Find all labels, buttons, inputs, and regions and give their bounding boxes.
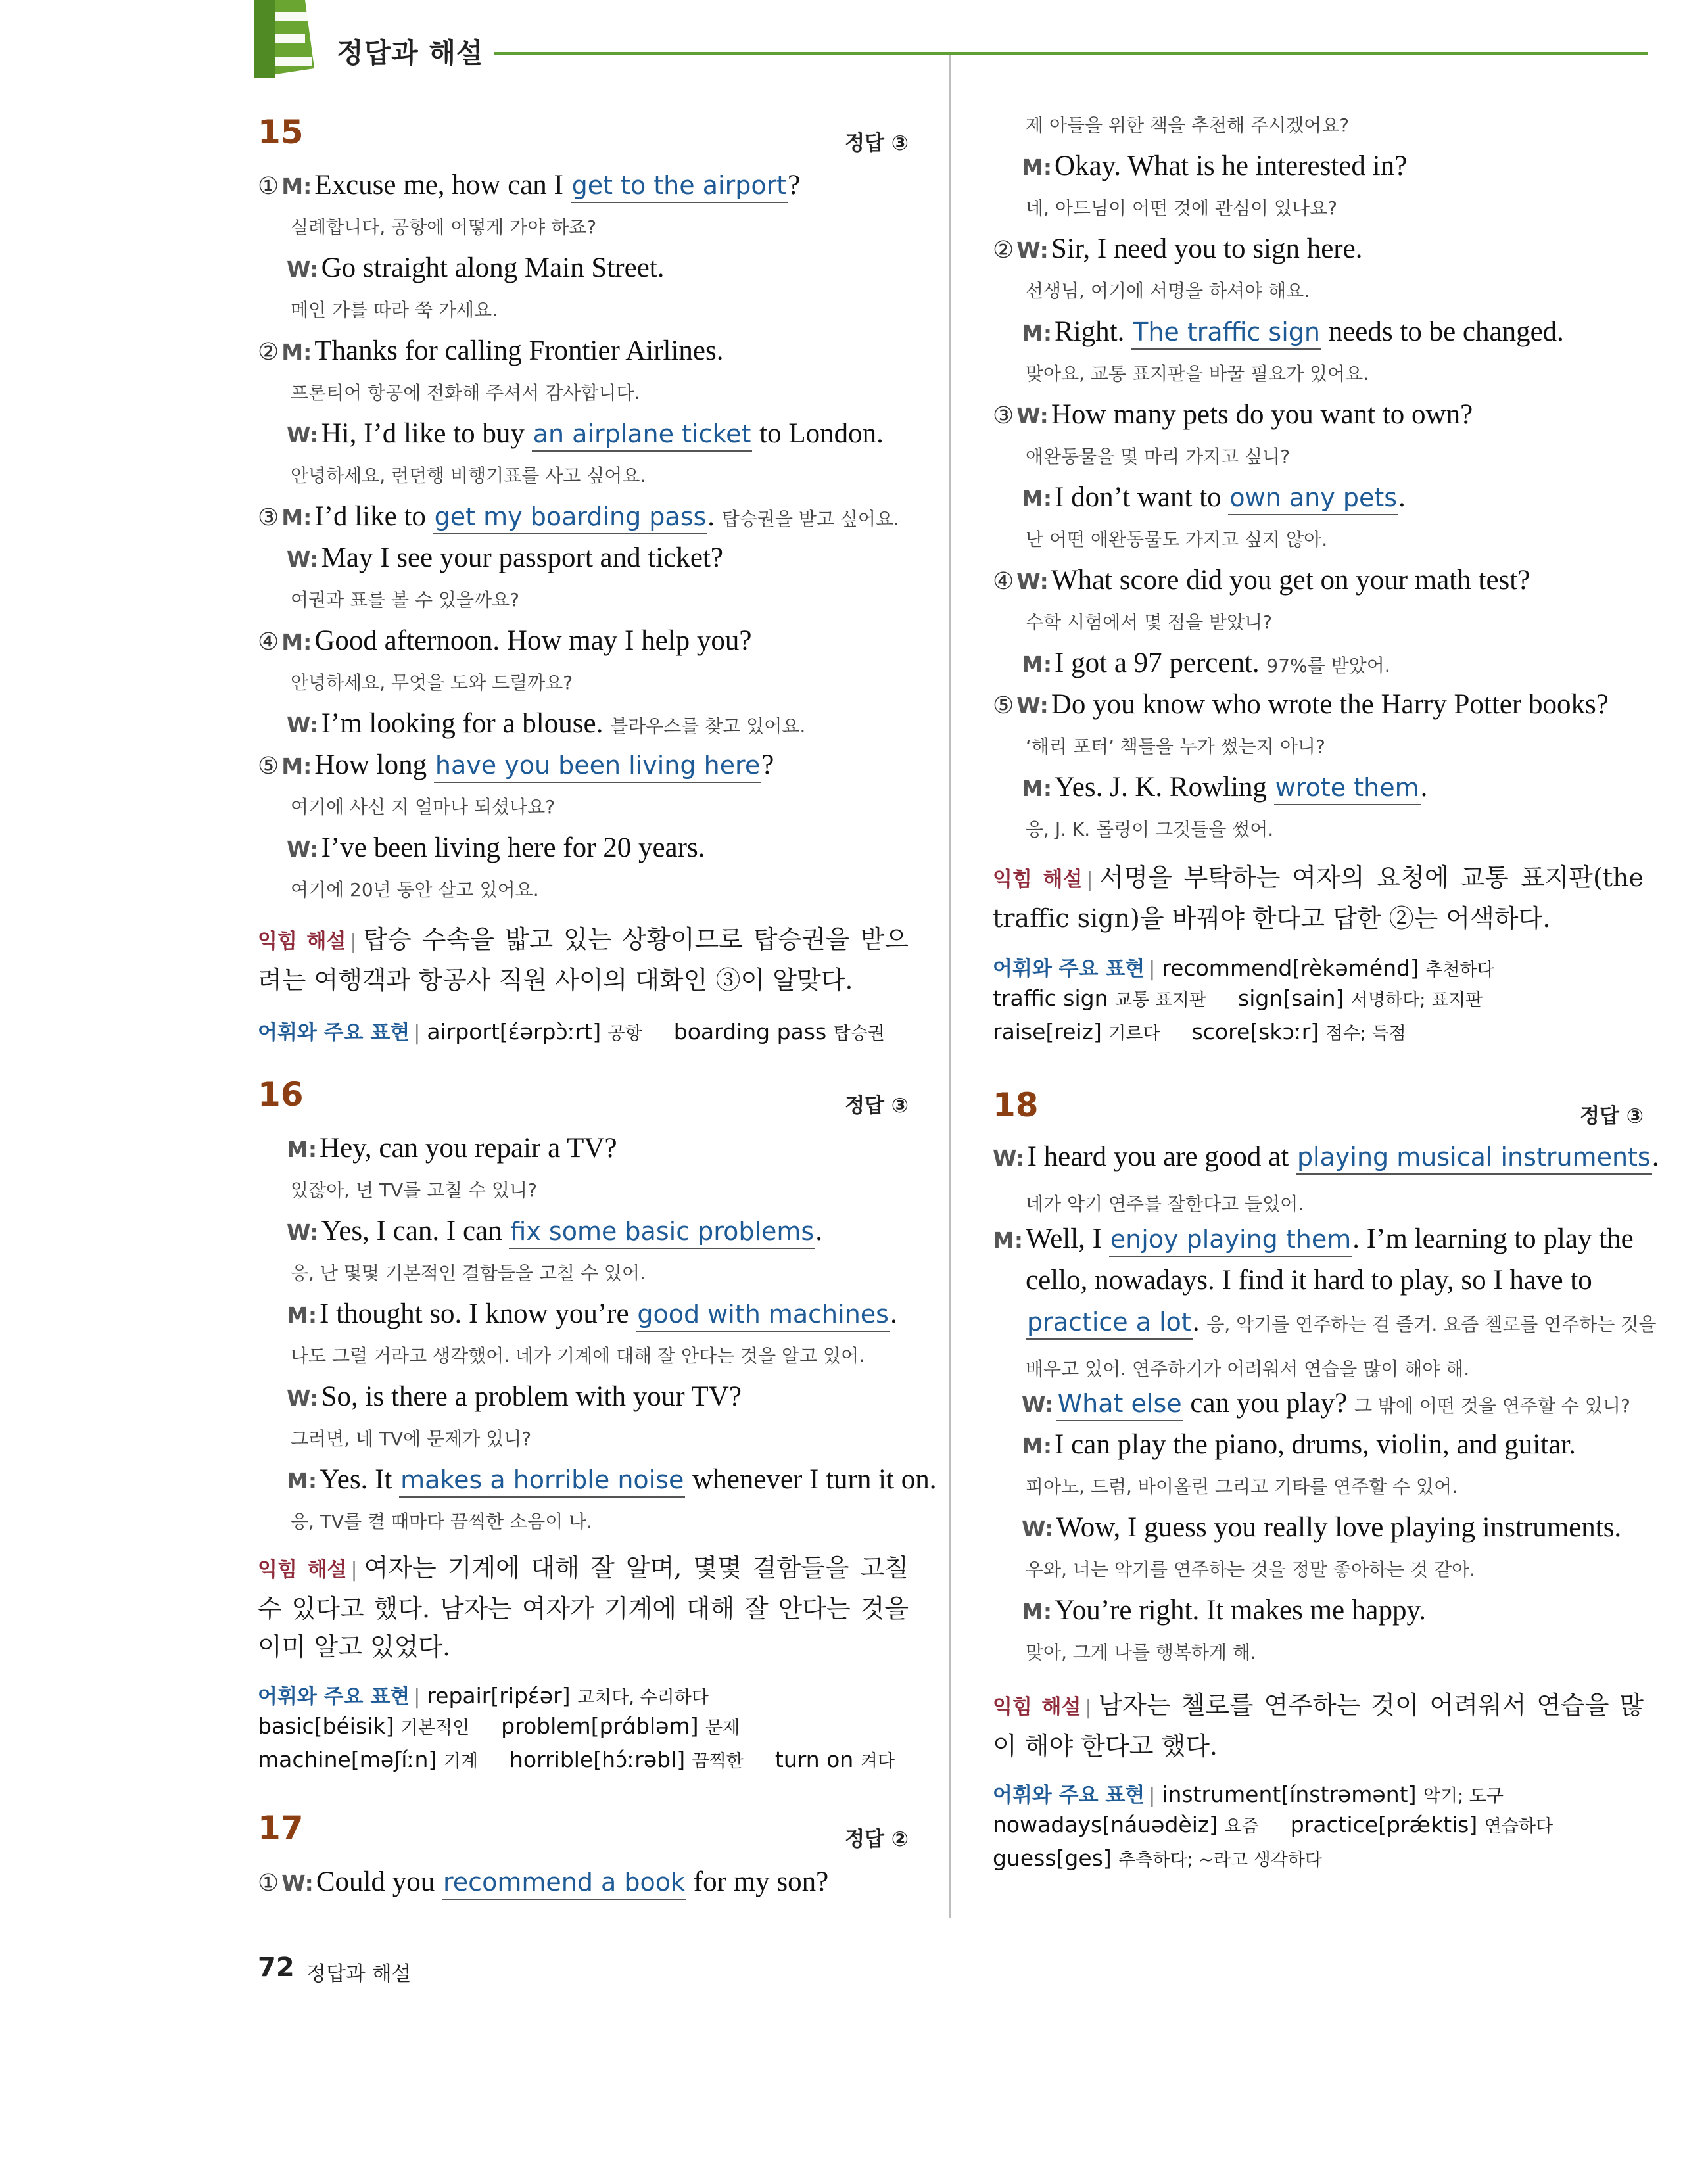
vocab-word: practice[prǽktis] bbox=[1290, 1812, 1478, 1837]
dialogue-text: . bbox=[890, 1298, 897, 1329]
korean-translation: 수학 시험에서 몇 점을 받았니? bbox=[1026, 611, 1273, 633]
dialogue-line bbox=[258, 169, 800, 201]
speaker-label: M: bbox=[281, 753, 312, 779]
dialogue-line bbox=[1022, 150, 1407, 182]
explanation-label: 익힘 해설 bbox=[993, 868, 1083, 891]
speaker-label: W: bbox=[1022, 1392, 1054, 1417]
dialogue-text: Hey, can you repair a TV? bbox=[320, 1133, 617, 1164]
header-title: 정답과 해설 bbox=[337, 37, 484, 69]
korean-translation: 배우고 있어. 연주하기가 어려워서 연습을 많이 해야 해. bbox=[1026, 1358, 1470, 1380]
vocab-meaning: 켜다 bbox=[860, 1751, 895, 1772]
vocab-word: traffic sign bbox=[993, 985, 1108, 1011]
dialogue-line bbox=[258, 335, 724, 367]
dialogue-line bbox=[1022, 481, 1406, 513]
dialogue-text: to London. bbox=[752, 418, 884, 449]
speaker-label: M: bbox=[287, 1302, 318, 1328]
question-number: 17 bbox=[258, 1809, 304, 1847]
dialogue-line bbox=[287, 1381, 742, 1413]
speaker-label: M: bbox=[281, 339, 312, 365]
vocab-line bbox=[993, 1019, 1406, 1045]
korean-translation-line bbox=[291, 586, 519, 612]
dialogue-text: I’d like to bbox=[314, 501, 433, 532]
dialogue-text: Good afternoon. How may I help you? bbox=[314, 625, 752, 656]
vocab-word: machine[məʃíːn] bbox=[258, 1747, 437, 1772]
korean-translation: 97%를 받았어. bbox=[1266, 655, 1390, 676]
vocab-word: airport[ɛ́ərpɔ̀ːrt] bbox=[427, 1019, 602, 1045]
dialogue-line bbox=[287, 707, 805, 740]
korean-translation-line bbox=[291, 296, 498, 322]
q17-explanation: 익힘 해설 | 서명을 부탁하는 여자의 요청에 교통 표지판(the traffic sign)을 바꿔야 한다고 답한 ②는 어색하다. bbox=[993, 863, 1644, 933]
dialogue-text: cello, nowadays. I find it hard to play, so I have to bbox=[1026, 1265, 1592, 1296]
dialogue-line bbox=[258, 500, 899, 532]
dialogue-text: What score did you get on your math test? bbox=[1051, 565, 1530, 596]
korean-translation: 선생님, 여기에 서명을 하셔야 해요. bbox=[1026, 280, 1310, 302]
korean-translation-line bbox=[1026, 1473, 1458, 1499]
vocab-word: recommend[rèkəménd] bbox=[1162, 955, 1419, 981]
korean-translation: 안녕하세요, 무엇을 도와 드릴까요? bbox=[291, 672, 573, 694]
korean-translation: 애완동물을 몇 마리 가지고 싶니? bbox=[1026, 446, 1291, 467]
dialogue-line bbox=[1026, 1306, 1656, 1338]
dialogue-text: I’ve been living here for 20 years. bbox=[321, 832, 705, 863]
vocab-meaning: 기르다 bbox=[1108, 1024, 1160, 1044]
dialogue-line bbox=[993, 564, 1530, 596]
vocab-line bbox=[258, 1680, 709, 1709]
answer-blank: enjoy playing them bbox=[1109, 1225, 1353, 1257]
speaker-label: W: bbox=[287, 256, 319, 282]
dialogue-text: . bbox=[1651, 1141, 1659, 1172]
vocab-meaning: 교통 표지판 bbox=[1115, 990, 1206, 1010]
dialogue-line bbox=[287, 1215, 822, 1247]
dialogue-text: ? bbox=[761, 749, 774, 780]
korean-translation: 피아노, 드럼, 바이올린 그리고 기타를 연주할 수 있어. bbox=[1026, 1476, 1458, 1498]
answer-blank: The traffic sign bbox=[1131, 318, 1321, 350]
dialogue-text: . bbox=[1420, 772, 1428, 803]
vocab-meaning: 추천하다 bbox=[1425, 960, 1494, 980]
answer-blank: recommend a book bbox=[442, 1868, 686, 1900]
answer-blank: own any pets bbox=[1228, 483, 1398, 515]
korean-translation: 응, TV를 켤 때마다 끔찍한 소음이 나. bbox=[291, 1511, 593, 1532]
dialogue-text: Do you know who wrote the Harry Potter books? bbox=[1051, 689, 1609, 720]
vocab-meaning: 문제 bbox=[705, 1718, 740, 1738]
speaker-label: M: bbox=[287, 1137, 318, 1162]
vocab-line bbox=[993, 1812, 1553, 1837]
separator: | bbox=[1149, 958, 1156, 981]
vocab-word: basic[béisik] bbox=[258, 1713, 394, 1739]
korean-translation: 네, 아드님이 어떤 것에 관심이 있나요? bbox=[1026, 197, 1337, 219]
speaker-label: M: bbox=[993, 1227, 1024, 1253]
q16-explanation: 익힘 해설 | 여자는 기계에 대해 잘 알며, 몇몇 결함들을 고칠 수 있다고 했다. 남자는 여자가 기계에 대해 잘 안다는 것을 이미 알고 있었다. bbox=[258, 1553, 909, 1661]
dialogue-line bbox=[993, 233, 1362, 265]
dialogue-text: Okay. What is he interested in? bbox=[1055, 151, 1408, 181]
speaker-label: M: bbox=[1022, 486, 1053, 511]
vocab-line bbox=[258, 1747, 895, 1772]
dialogue-text: I don’t want to bbox=[1055, 482, 1229, 513]
dialogue-line bbox=[993, 398, 1473, 431]
dialogue-line bbox=[287, 542, 723, 574]
korean-translation: 안녕하세요, 런던행 비행기표를 사고 싶어요. bbox=[291, 465, 646, 486]
answer-blank: get to the airport bbox=[571, 171, 788, 203]
vocab-meaning: 기본적인 bbox=[400, 1718, 470, 1738]
speaker-label: M: bbox=[281, 629, 312, 655]
dialogue-text: for my son? bbox=[686, 1866, 829, 1897]
vocab-meaning: 공항 bbox=[607, 1024, 642, 1044]
speaker-label: W: bbox=[287, 712, 319, 738]
korean-translation-line bbox=[291, 669, 573, 695]
dialogue-text: Well, I bbox=[1026, 1223, 1109, 1254]
korean-translation: 있잖아, 넌 TV를 고칠 수 있니? bbox=[291, 1179, 538, 1201]
dialogue-text: You’re right. It makes me happy. bbox=[1055, 1595, 1426, 1626]
answer-badge: 정답 ③ bbox=[845, 1094, 909, 1118]
dialogue-line bbox=[287, 1298, 897, 1330]
speaker-label: W: bbox=[1016, 693, 1049, 719]
speaker-label: W: bbox=[287, 546, 319, 572]
korean-translation: 응, 악기를 연주하는 걸 즐겨. 요즘 첼로를 연주하는 것을 bbox=[1206, 1313, 1657, 1335]
dialogue-line bbox=[258, 625, 751, 657]
answer-badge: 정답 ② bbox=[845, 1828, 909, 1851]
dialogue-text: Hi, I’d like to buy bbox=[321, 418, 532, 449]
dialogue-text: . bbox=[707, 501, 722, 532]
dialogue-text: I’m looking for a blouse. bbox=[321, 708, 611, 739]
dialogue-text: I got a 97 percent. bbox=[1055, 648, 1267, 678]
answer-blank: an airplane ticket bbox=[532, 419, 753, 452]
korean-translation-line bbox=[1026, 111, 1349, 137]
page-number: 72 bbox=[258, 1952, 295, 1983]
vocab-meaning: 추측하다; ~라고 생각하다 bbox=[1118, 1850, 1322, 1870]
dialogue-text: How long bbox=[314, 749, 434, 780]
answer-blank: practice a lot bbox=[1026, 1308, 1193, 1340]
speaker-label: W: bbox=[287, 1385, 319, 1411]
dialogue-line bbox=[258, 1866, 828, 1898]
korean-translation-line bbox=[291, 1507, 592, 1534]
dialogue-text: Excuse me, how can I bbox=[314, 170, 571, 201]
dialogue-line bbox=[1022, 1387, 1630, 1419]
vocab-meaning: 악기; 도구 bbox=[1423, 1786, 1504, 1807]
dialogue-text: Yes. J. K. Rowling bbox=[1055, 772, 1274, 803]
vocab-word: sign[sain] bbox=[1238, 985, 1344, 1011]
vocab-line bbox=[993, 1778, 1504, 1808]
korean-translation-line bbox=[1026, 1638, 1256, 1665]
explanation-label: 익힘 해설 bbox=[258, 1558, 347, 1582]
korean-translation-line bbox=[1026, 194, 1337, 220]
speaker-label: W: bbox=[287, 422, 319, 448]
vocab-line bbox=[258, 1713, 740, 1739]
dialogue-text: can you play? bbox=[1183, 1388, 1354, 1419]
korean-translation: 실례합니다, 공항에 어떻게 가야 하죠? bbox=[291, 216, 597, 238]
vocab-line bbox=[993, 952, 1494, 981]
dialogue-text: Right. bbox=[1055, 316, 1132, 347]
vocab-word: horrible[hɔ́ːrəbl] bbox=[509, 1747, 686, 1772]
speaker-label: W: bbox=[993, 1145, 1025, 1171]
question-number: 15 bbox=[258, 113, 304, 151]
dialogue-text: whenever I turn it on. bbox=[685, 1464, 937, 1495]
korean-translation-line bbox=[1026, 360, 1369, 386]
answer-badge: 정답 ③ bbox=[1580, 1104, 1644, 1128]
question-number: 18 bbox=[993, 1086, 1039, 1124]
circled-number: ① bbox=[258, 1870, 279, 1897]
answer-blank: get my boarding pass bbox=[433, 502, 708, 534]
speaker-label: M: bbox=[281, 174, 312, 199]
korean-translation: 난 어떤 애완동물도 가지고 싶지 않아. bbox=[1026, 529, 1328, 550]
circled-number: ③ bbox=[258, 504, 279, 531]
korean-translation-line bbox=[291, 213, 596, 239]
answer-blank: wrote them bbox=[1274, 773, 1421, 805]
korean-translation: 메인 가를 따라 쭉 가세요. bbox=[291, 299, 498, 321]
dialogue-text: So, is there a problem with your TV? bbox=[321, 1381, 742, 1412]
dialogue-text: Sir, I need you to sign here. bbox=[1051, 233, 1363, 264]
vocab-meaning: 서명하다; 표지판 bbox=[1350, 990, 1483, 1010]
explanation-text: 여자는 기계에 대해 잘 알며, 몇몇 결함들을 고칠 수 있다고 했다. 남자는 여자가 기계에 대해 잘 안다는 것을 이미 알고 있었다. bbox=[258, 1553, 909, 1661]
vocab-label: 어휘와 주요 표현 bbox=[993, 957, 1145, 981]
vocab-label: 어휘와 주요 표현 bbox=[258, 1021, 410, 1045]
speaker-label: M: bbox=[1022, 776, 1053, 801]
speaker-label: W: bbox=[1016, 237, 1049, 263]
dialogue-text: Yes. It bbox=[320, 1464, 400, 1495]
dialogue-line bbox=[993, 688, 1609, 721]
speaker-label: M: bbox=[1022, 320, 1053, 346]
vocab-word: boarding pass bbox=[673, 1019, 827, 1045]
dialogue-text: Yes, I can. I can bbox=[321, 1216, 510, 1246]
korean-translation: 여권과 표를 볼 수 있을까요? bbox=[291, 589, 519, 611]
header-rule bbox=[494, 52, 1648, 55]
answer-blank: What else bbox=[1056, 1389, 1183, 1421]
dialogue-line bbox=[1022, 1511, 1621, 1544]
vocab-line bbox=[993, 985, 1483, 1011]
vocab-word: repair[ripɛ́ər] bbox=[427, 1683, 571, 1709]
separator: | bbox=[414, 1022, 421, 1045]
vocab-word: problem[prɑ́bləm] bbox=[501, 1713, 699, 1739]
dialogue-text: I thought so. I know you’re bbox=[320, 1298, 636, 1329]
circled-number: ④ bbox=[258, 628, 279, 655]
explanation-label: 익힘 해설 bbox=[258, 930, 346, 953]
speaker-label: M: bbox=[287, 1468, 318, 1494]
q15-explanation: 익힘 해설 | 탑승 수속을 밟고 있는 상황이므로 탑승권을 받으려는 여행객과 항공사 직원 사이의 대화인 ③이 알맞다. bbox=[258, 925, 909, 995]
dialogue-text: How many pets do you want to own? bbox=[1051, 399, 1473, 430]
vocab-word: nowadays[náuədèiz] bbox=[993, 1812, 1218, 1837]
column-divider bbox=[949, 55, 951, 1918]
question-number: 16 bbox=[258, 1075, 304, 1114]
dialogue-line bbox=[287, 1463, 937, 1496]
dialogue-text: I heard you are good at bbox=[1027, 1141, 1296, 1172]
vocab-label: 어휘와 주요 표현 bbox=[993, 1784, 1145, 1807]
speaker-label: W: bbox=[287, 836, 319, 862]
circled-number: ② bbox=[258, 339, 279, 366]
dialogue-line bbox=[1022, 1429, 1576, 1461]
dialogue-text: needs to be changed. bbox=[1321, 316, 1564, 347]
dialogue-text: Could you bbox=[316, 1866, 442, 1897]
explanation-text: 서명을 부탁하는 여자의 요청에 교통 표지판(the traffic sign)을 바꿔야 한다고 답한 ②는 어색하다. bbox=[993, 863, 1644, 933]
answer-blank: makes a horrible noise bbox=[399, 1465, 685, 1498]
korean-translation-line bbox=[291, 379, 640, 405]
answer-blank: playing musical instruments bbox=[1296, 1143, 1652, 1175]
korean-translation-line bbox=[291, 1342, 865, 1368]
korean-translation-line bbox=[291, 461, 646, 488]
speaker-label: W: bbox=[281, 1870, 314, 1896]
answer-badge: 정답 ③ bbox=[845, 131, 909, 155]
korean-translation-line bbox=[291, 793, 555, 819]
explanation-text: 남자는 첼로를 연주하는 것이 어려워서 연습을 많이 해야 한다고 했다. bbox=[993, 1691, 1644, 1760]
speaker-label: W: bbox=[1022, 1516, 1054, 1542]
korean-translation-line bbox=[291, 1259, 646, 1285]
speaker-label: M: bbox=[1022, 1433, 1053, 1459]
vocab-word: guess[ges] bbox=[993, 1845, 1112, 1871]
dialogue-text: May I see your passport and ticket? bbox=[321, 542, 723, 573]
dialogue-text: . I’m learning to play the bbox=[1352, 1223, 1634, 1254]
dialogue-line bbox=[287, 1132, 617, 1164]
dialogue-text: . bbox=[1192, 1306, 1207, 1337]
korean-translation-line bbox=[1026, 277, 1310, 303]
vocab-word: turn on bbox=[774, 1747, 854, 1772]
korean-translation-line bbox=[1026, 525, 1327, 552]
dialogue-line bbox=[287, 252, 664, 284]
q18-explanation: 익힘 해설 | 남자는 첼로를 연주하는 것이 어려워서 연습을 많이 해야 한다고 했다. bbox=[993, 1691, 1644, 1760]
korean-translation: 응, 난 몇몇 기본적인 결함들을 고칠 수 있어. bbox=[291, 1262, 646, 1284]
dialogue-line bbox=[993, 1223, 1634, 1255]
vocab-meaning: 탑승권 bbox=[833, 1024, 885, 1044]
korean-translation: 맞아, 그게 나를 행복하게 해. bbox=[1026, 1642, 1256, 1663]
vocab-meaning: 기계 bbox=[443, 1751, 478, 1772]
speaker-label: M: bbox=[1022, 1599, 1053, 1624]
korean-translation: 제 아들을 위한 책을 추천해 주시겠어요? bbox=[1026, 114, 1350, 136]
korean-translation-line bbox=[1026, 732, 1325, 759]
korean-translation: 그러면, 네 TV에 문제가 있니? bbox=[291, 1428, 532, 1450]
answer-blank: have you been living here bbox=[434, 751, 761, 783]
vocab-word: raise[reiz] bbox=[993, 1019, 1102, 1045]
speaker-label: W: bbox=[287, 1219, 319, 1245]
vocab-line bbox=[993, 1845, 1322, 1871]
vocab-label: 어휘와 주요 표현 bbox=[258, 1685, 410, 1709]
dialogue-line bbox=[1022, 771, 1427, 803]
korean-translation: 블라우스를 찾고 있어요. bbox=[610, 715, 806, 737]
footer-title: 정답과 해설 bbox=[306, 1962, 412, 1986]
korean-translation-line bbox=[291, 876, 539, 902]
vocab-word: instrument[ínstrəmənt] bbox=[1162, 1782, 1417, 1807]
speaker-label: W: bbox=[1016, 569, 1049, 594]
vocab-meaning: 끔찍한 bbox=[692, 1751, 744, 1772]
korean-translation-line bbox=[1026, 608, 1272, 634]
korean-translation: 우와, 너는 악기를 연주하는 것을 정말 좋아하는 것 같아. bbox=[1026, 1559, 1476, 1580]
korean-translation: 프론티어 항공에 전화해 주셔서 감사합니다. bbox=[291, 382, 640, 404]
korean-translation: 그 밖에 어떤 것을 연주할 수 있니? bbox=[1354, 1395, 1630, 1417]
vocab-meaning: 고치다, 수리하다 bbox=[577, 1688, 709, 1708]
korean-translation: 네가 악기 연주를 잘한다고 들었어. bbox=[1026, 1193, 1304, 1215]
dialogue-text: . bbox=[815, 1216, 822, 1246]
speaker-label: W: bbox=[1016, 403, 1049, 429]
separator: | bbox=[414, 1686, 421, 1709]
korean-translation-line bbox=[1026, 442, 1290, 469]
vocab-line bbox=[258, 1016, 885, 1045]
korean-translation-line bbox=[291, 1425, 531, 1451]
korean-translation-line bbox=[1026, 1555, 1475, 1582]
dialogue-line bbox=[287, 832, 705, 864]
korean-translation-line bbox=[1026, 815, 1273, 841]
chapter-logo-icon bbox=[249, 0, 322, 78]
circled-number: ④ bbox=[993, 568, 1014, 595]
circled-number: ⑤ bbox=[258, 753, 279, 780]
dialogue-text: Wow, I guess you really love playing instruments. bbox=[1056, 1512, 1622, 1543]
speaker-label: M: bbox=[1022, 154, 1053, 180]
dialogue-text: I can play the piano, drums, violin, and guitar. bbox=[1055, 1429, 1576, 1460]
vocab-meaning: 요즘 bbox=[1224, 1816, 1259, 1837]
korean-translation: 맞아요, 교통 표지판을 바꿀 필요가 있어요. bbox=[1026, 363, 1369, 385]
dialogue-line bbox=[287, 417, 884, 450]
explanation-label: 익힘 해설 bbox=[993, 1695, 1081, 1719]
dialogue-line bbox=[1022, 1594, 1426, 1626]
dialogue-text: Thanks for calling Frontier Airlines. bbox=[314, 335, 724, 366]
circled-number: ② bbox=[993, 237, 1014, 264]
separator: | bbox=[1149, 1784, 1156, 1807]
answer-blank: fix some basic problems bbox=[509, 1217, 815, 1249]
answer-blank: good with machines bbox=[636, 1300, 890, 1332]
dialogue-line bbox=[1022, 316, 1564, 348]
vocab-meaning: 연습하다 bbox=[1484, 1816, 1554, 1837]
korean-translation: 나도 그럴 거라고 생각했어. 네가 기계에 대해 잘 안다는 것을 알고 있어. bbox=[291, 1345, 865, 1367]
korean-translation: 여기에 사신 지 얼마나 되셨나요? bbox=[291, 796, 556, 818]
korean-translation: ‘해리 포터’ 책들을 누가 썼는지 아니? bbox=[1026, 736, 1325, 757]
korean-translation: 탑승권을 받고 싶어요. bbox=[721, 508, 899, 530]
explanation-text: 탑승 수속을 밟고 있는 상황이므로 탑승권을 받으려는 여행객과 항공사 직원 사이의 대화인 ③이 알맞다. bbox=[258, 925, 909, 995]
circled-number: ① bbox=[258, 173, 279, 200]
dialogue-line bbox=[258, 749, 774, 781]
dialogue-text: ? bbox=[788, 170, 801, 201]
vocab-meaning: 점수; 득점 bbox=[1325, 1024, 1406, 1044]
korean-translation: 응, J. K. 롤링이 그것들을 썼어. bbox=[1026, 818, 1274, 840]
speaker-label: M: bbox=[1022, 651, 1053, 677]
dialogue-line bbox=[1022, 647, 1390, 679]
vocab-word: score[skɔːr] bbox=[1191, 1019, 1319, 1045]
korean-translation: 여기에 20년 동안 살고 있어요. bbox=[291, 879, 539, 901]
circled-number: ③ bbox=[993, 402, 1014, 429]
speaker-label: M: bbox=[281, 505, 312, 531]
dialogue-line bbox=[993, 1141, 1659, 1173]
dialogue-text: . bbox=[1398, 482, 1406, 513]
korean-translation-line bbox=[291, 1176, 537, 1202]
dialogue-text: Go straight along Main Street. bbox=[321, 252, 665, 283]
circled-number: ⑤ bbox=[993, 692, 1014, 719]
